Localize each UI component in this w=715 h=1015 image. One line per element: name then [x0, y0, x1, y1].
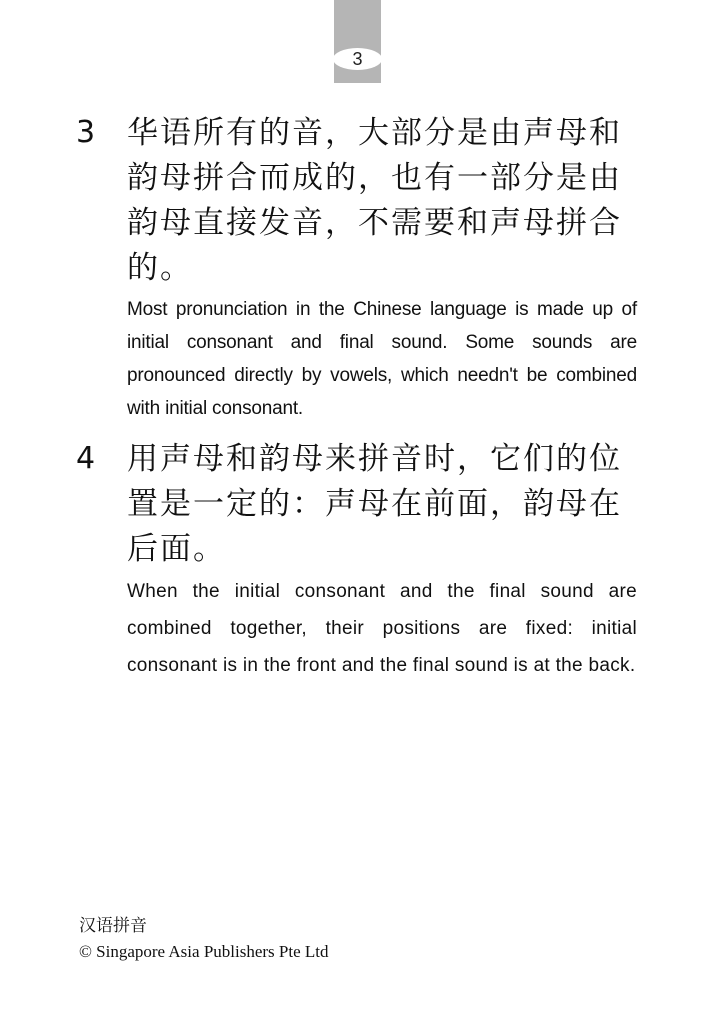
- page-number-tab: [334, 0, 381, 83]
- item-number: 4: [76, 441, 96, 476]
- item-chinese-text: 用声母和韵母来拼音时，它们的位置是一定的：声母在前面，韵母在后面。: [127, 441, 622, 567]
- footer-book-title: 汉语拼音: [79, 916, 147, 935]
- item-english-text: Most pronunciation in the Chinese language is made up of initial consonant and final sound. Some sounds are pronounced directly by vowels, which needn't be combined with initial consonant.: [127, 299, 637, 419]
- footer: [79, 913, 329, 965]
- item-number: 3: [76, 115, 96, 150]
- footer-copyright: © Singapore Asia Publishers Pte Ltd: [79, 942, 329, 961]
- item-chinese-text: 华语所有的音，大部分是由声母和韵母拼合而成的，也有一部分是由韵母直接发音，不需要和声母拼合的。: [127, 115, 622, 286]
- item-english-text: When the initial consonant and the final sound are combined together, their positions are fixed: initial consonant is in the front and the final sound is at the back.: [127, 581, 637, 676]
- page-number: 3: [333, 48, 382, 70]
